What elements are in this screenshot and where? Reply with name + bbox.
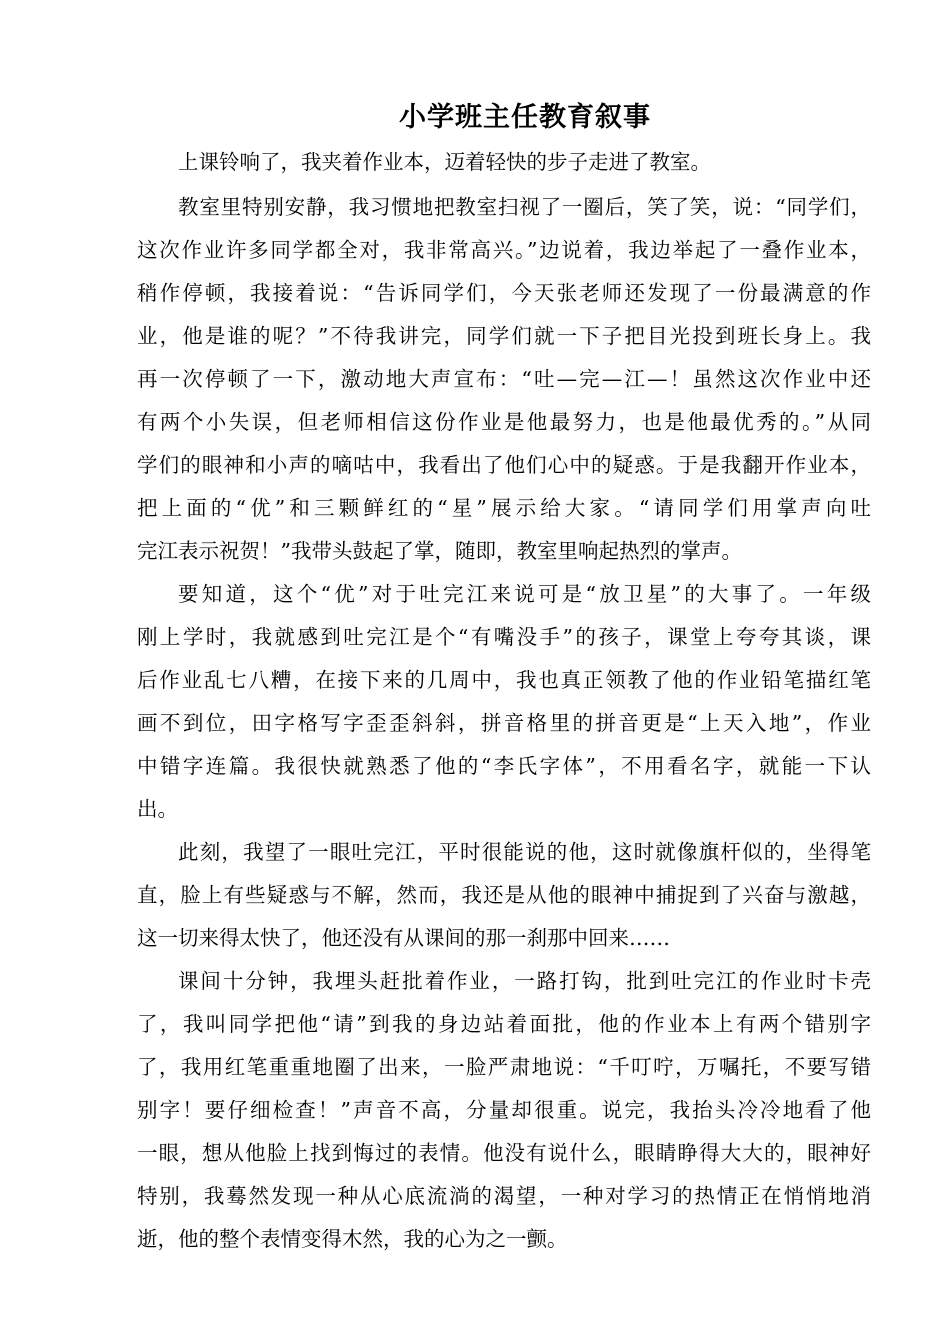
- paragraph-line: 特别，我蓦然发现一种从心底流淌的渴望，一种对学习的热情正在悄悄地消: [137, 1184, 871, 1208]
- paragraph-line: 刚上学时，我就感到吐完江是个“有嘴没手”的孩子，课堂上夸夸其谈，课: [137, 625, 871, 649]
- paragraph-line: 教室里特别安静，我习惯地把教室扫视了一圈后，笑了笑，说：“同学们，: [178, 195, 871, 219]
- paragraph-line: 再一次停顿了一下，激动地大声宣布：“吐—完—江—！虽然这次作业中还: [137, 367, 871, 391]
- paragraph-line: 把上面的“优”和三颗鲜红的“星”展示给大家。“请同学们用掌声向吐: [137, 496, 871, 520]
- paragraph-line: 有两个小失误，但老师相信这份作业是他最努力，也是他最优秀的。”从同: [137, 410, 871, 434]
- paragraph-line: 出。: [137, 797, 178, 821]
- paragraph-line: 中错字连篇。我很快就熟悉了他的“李氏字体”，不用看名字，就能一下认: [137, 754, 871, 778]
- paragraph-line: 别字！要仔细检查！”声音不高，分量却很重。说完，我抬头冷冷地看了他: [137, 1098, 871, 1122]
- paragraph-line: 完江表示祝贺！”我带头鼓起了掌，随即，教室里响起热烈的掌声。: [137, 539, 742, 563]
- paragraph-line: 逝，他的整个表情变得木然，我的心为之一颤。: [137, 1227, 568, 1251]
- paragraph-line: 了，我叫同学把他“请”到我的身边站着面批，他的作业本上有两个错别字: [137, 1012, 871, 1036]
- paragraph-line: 此刻，我望了一眼吐完江，平时很能说的他，这时就像旗杆似的，坐得笔: [178, 840, 871, 864]
- paragraph-line: 课间十分钟，我埋头赶批着作业，一路打钩，批到吐完江的作业时卡壳: [178, 969, 871, 993]
- paragraph-line: 这一切来得太快了，他还没有从课间的那一刹那中回来……: [137, 926, 670, 950]
- document-title: 小学班主任教育叙事: [399, 102, 651, 133]
- paragraph-line: 要知道，这个“优”对于吐完江来说可是“放卫星”的大事了。一年级: [178, 582, 871, 606]
- paragraph-line: 业，他是谁的呢？”不待我讲完，同学们就一下子把目光投到班长身上。我: [137, 324, 871, 348]
- paragraph-line: 学们的眼神和小声的嘀咕中，我看出了他们心中的疑惑。于是我翻开作业本，: [137, 453, 871, 477]
- paragraph-line: 画不到位，田字格写字歪歪斜斜，拼音格里的拼音更是“上天入地”，作业: [137, 711, 871, 735]
- paragraph-line: 直，脸上有些疑惑与不解，然而，我还是从他的眼神中捕捉到了兴奋与激越，: [137, 883, 871, 907]
- paragraph-line: 上课铃响了，我夹着作业本，迈着轻快的步子走进了教室。: [178, 150, 711, 174]
- paragraph-line: 稍作停顿，我接着说：“告诉同学们，今天张老师还发现了一份最满意的作: [137, 281, 871, 305]
- paragraph-line: 一眼，想从他脸上找到悔过的表情。他没有说什么，眼睛睁得大大的，眼神好: [137, 1141, 871, 1165]
- paragraph-line: 这次作业许多同学都全对，我非常高兴。”边说着，我边举起了一叠作业本，: [137, 238, 871, 262]
- paragraph-line: 后作业乱七八糟，在接下来的几周中，我也真正领教了他的作业铅笔描红笔: [137, 668, 871, 692]
- paragraph-line: 了，我用红笔重重地圈了出来，一脸严肃地说：“千叮咛，万嘱托，不要写错: [137, 1055, 871, 1079]
